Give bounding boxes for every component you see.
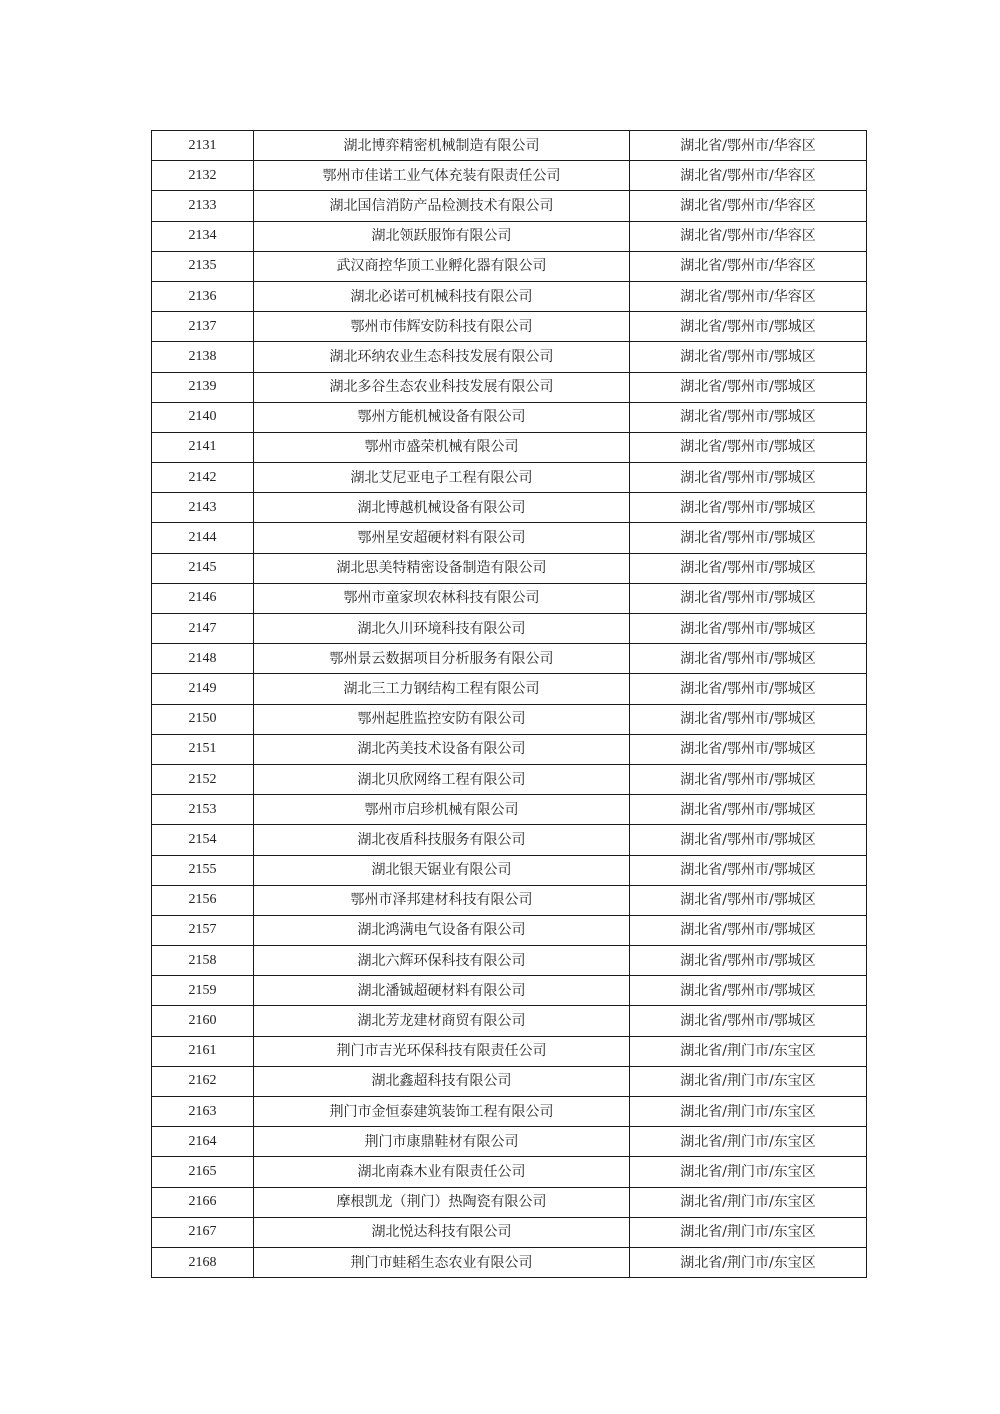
company-name: 鄂州市泽邦建材科技有限公司 [254,885,630,915]
table-row [152,583,867,613]
row-number: 2143 [152,493,254,523]
company-name: 湖北潘铖超硬材料有限公司 [254,976,630,1006]
row-number: 2140 [152,402,254,432]
company-name: 湖北思美特精密设备制造有限公司 [254,553,630,583]
table-row [152,764,867,794]
row-number: 2161 [152,1036,254,1066]
company-name: 湖北博越机械设备有限公司 [254,493,630,523]
row-number: 2149 [152,674,254,704]
row-number: 2153 [152,795,254,825]
row-number: 2160 [152,1006,254,1036]
company-name: 摩根凯龙（荆门）热陶瓷有限公司 [254,1187,630,1217]
company-name: 荆门市康鼎鞋材有限公司 [254,1127,630,1157]
table-row [152,342,867,372]
row-number: 2142 [152,463,254,493]
region-path: 湖北省/鄂州市/鄂城区 [630,946,867,976]
table-row [152,855,867,885]
region-path: 湖北省/鄂州市/鄂城区 [630,825,867,855]
region-path: 湖北省/荆门市/东宝区 [630,1036,867,1066]
table-row [152,1006,867,1036]
region-path: 湖北省/鄂州市/华容区 [630,251,867,281]
region-path: 湖北省/鄂州市/鄂城区 [630,402,867,432]
company-name: 湖北鸿满电气设备有限公司 [254,915,630,945]
table-row [152,1097,867,1127]
table-row [152,644,867,674]
region-path: 湖北省/鄂州市/华容区 [630,281,867,311]
table-row [152,825,867,855]
region-path: 湖北省/鄂州市/鄂城区 [630,614,867,644]
region-path: 湖北省/鄂州市/鄂城区 [630,523,867,553]
region-path: 湖北省/鄂州市/鄂城区 [630,553,867,583]
company-name: 湖北艾尼亚电子工程有限公司 [254,463,630,493]
table-row [152,1187,867,1217]
company-list-body [152,131,867,1278]
table-row [152,614,867,644]
region-path: 湖北省/荆门市/东宝区 [630,1097,867,1127]
table-row [152,885,867,915]
company-name: 湖北悦达科技有限公司 [254,1217,630,1247]
row-number: 2151 [152,734,254,764]
row-number: 2139 [152,372,254,402]
company-name: 鄂州市童家坝农林科技有限公司 [254,583,630,613]
company-name: 湖北银天锯业有限公司 [254,855,630,885]
row-number: 2148 [152,644,254,674]
region-path: 湖北省/荆门市/东宝区 [630,1127,867,1157]
table-row [152,1217,867,1247]
row-number: 2132 [152,161,254,191]
row-number: 2156 [152,885,254,915]
row-number: 2137 [152,312,254,342]
region-path: 湖北省/鄂州市/鄂城区 [630,885,867,915]
company-name: 湖北贝欣网络工程有限公司 [254,764,630,794]
table-row [152,372,867,402]
region-path: 湖北省/鄂州市/鄂城区 [630,644,867,674]
table-row [152,734,867,764]
row-number: 2168 [152,1247,254,1277]
company-name: 湖北夜盾科技服务有限公司 [254,825,630,855]
row-number: 2159 [152,976,254,1006]
row-number: 2150 [152,704,254,734]
row-number: 2167 [152,1217,254,1247]
row-number: 2155 [152,855,254,885]
region-path: 湖北省/鄂州市/华容区 [630,161,867,191]
table-row [152,191,867,221]
row-number: 2133 [152,191,254,221]
row-number: 2135 [152,251,254,281]
table-row [152,432,867,462]
region-path: 湖北省/鄂州市/鄂城区 [630,764,867,794]
region-path: 湖北省/荆门市/东宝区 [630,1247,867,1277]
row-number: 2146 [152,583,254,613]
row-number: 2163 [152,1097,254,1127]
row-number: 2134 [152,221,254,251]
row-number: 2164 [152,1127,254,1157]
table-row [152,1157,867,1187]
company-name: 湖北国信消防产品检测技术有限公司 [254,191,630,221]
company-list-table [151,130,867,1278]
row-number: 2144 [152,523,254,553]
region-path: 湖北省/荆门市/东宝区 [630,1217,867,1247]
company-name: 荆门市吉光环保科技有限责任公司 [254,1036,630,1066]
row-number: 2152 [152,764,254,794]
company-name: 荆门市蛙稻生态农业有限公司 [254,1247,630,1277]
region-path: 湖北省/鄂州市/鄂城区 [630,1006,867,1036]
company-name: 湖北鑫超科技有限公司 [254,1066,630,1096]
company-name: 湖北多谷生态农业科技发展有限公司 [254,372,630,402]
table-row [152,1036,867,1066]
company-name: 湖北三工力钢结构工程有限公司 [254,674,630,704]
region-path: 湖北省/鄂州市/鄂城区 [630,342,867,372]
row-number: 2138 [152,342,254,372]
table-row [152,976,867,1006]
region-path: 湖北省/鄂州市/鄂城区 [630,493,867,523]
table-row [152,704,867,734]
company-name: 湖北领跃服饰有限公司 [254,221,630,251]
table-row [152,553,867,583]
region-path: 湖北省/鄂州市/鄂城区 [630,372,867,402]
table-row [152,161,867,191]
table-row [152,915,867,945]
table-row [152,1247,867,1277]
row-number: 2145 [152,553,254,583]
company-name: 湖北芮美技术设备有限公司 [254,734,630,764]
row-number: 2141 [152,432,254,462]
table-row [152,1127,867,1157]
region-path: 湖北省/鄂州市/华容区 [630,191,867,221]
region-path: 湖北省/荆门市/东宝区 [630,1157,867,1187]
region-path: 湖北省/鄂州市/鄂城区 [630,463,867,493]
company-name: 湖北芳龙建材商贸有限公司 [254,1006,630,1036]
region-path: 湖北省/鄂州市/鄂城区 [630,432,867,462]
region-path: 湖北省/鄂州市/鄂城区 [630,795,867,825]
table-row [152,221,867,251]
region-path: 湖北省/鄂州市/华容区 [630,131,867,161]
table-row [152,1066,867,1096]
table-row [152,281,867,311]
company-name: 鄂州市盛荣机械有限公司 [254,432,630,462]
company-name: 武汉商控华顶工业孵化器有限公司 [254,251,630,281]
company-name: 鄂州方能机械设备有限公司 [254,402,630,432]
table-row [152,493,867,523]
row-number: 2166 [152,1187,254,1217]
table-row [152,312,867,342]
row-number: 2158 [152,946,254,976]
row-number: 2131 [152,131,254,161]
table-row [152,674,867,704]
region-path: 湖北省/鄂州市/鄂城区 [630,734,867,764]
region-path: 湖北省/鄂州市/鄂城区 [630,976,867,1006]
region-path: 湖北省/鄂州市/鄂城区 [630,674,867,704]
row-number: 2136 [152,281,254,311]
table-row [152,946,867,976]
row-number: 2162 [152,1066,254,1096]
company-name: 鄂州市伟辉安防科技有限公司 [254,312,630,342]
region-path: 湖北省/鄂州市/鄂城区 [630,855,867,885]
company-name: 鄂州市启珍机械有限公司 [254,795,630,825]
table-row [152,402,867,432]
table-row [152,251,867,281]
region-path: 湖北省/鄂州市/鄂城区 [630,312,867,342]
row-number: 2165 [152,1157,254,1187]
company-name: 湖北必诺可机械科技有限公司 [254,281,630,311]
region-path: 湖北省/鄂州市/华容区 [630,221,867,251]
region-path: 湖北省/荆门市/东宝区 [630,1066,867,1096]
company-name: 鄂州星安超硬材料有限公司 [254,523,630,553]
company-name: 湖北博弈精密机械制造有限公司 [254,131,630,161]
company-name: 荆门市金恒泰建筑装饰工程有限公司 [254,1097,630,1127]
company-name: 鄂州起胜监控安防有限公司 [254,704,630,734]
company-name: 湖北六辉环保科技有限公司 [254,946,630,976]
row-number: 2147 [152,614,254,644]
table-row [152,795,867,825]
row-number: 2154 [152,825,254,855]
company-name: 湖北环纳农业生态科技发展有限公司 [254,342,630,372]
company-name: 鄂州景云数据项目分析服务有限公司 [254,644,630,674]
company-name: 湖北南森木业有限责任公司 [254,1157,630,1187]
table-row [152,131,867,161]
row-number: 2157 [152,915,254,945]
region-path: 湖北省/鄂州市/鄂城区 [630,583,867,613]
table-row [152,463,867,493]
company-name: 湖北久川环境科技有限公司 [254,614,630,644]
company-name: 鄂州市佳诺工业气体充装有限责任公司 [254,161,630,191]
region-path: 湖北省/鄂州市/鄂城区 [630,915,867,945]
region-path: 湖北省/荆门市/东宝区 [630,1187,867,1217]
region-path: 湖北省/鄂州市/鄂城区 [630,704,867,734]
table-row [152,523,867,553]
